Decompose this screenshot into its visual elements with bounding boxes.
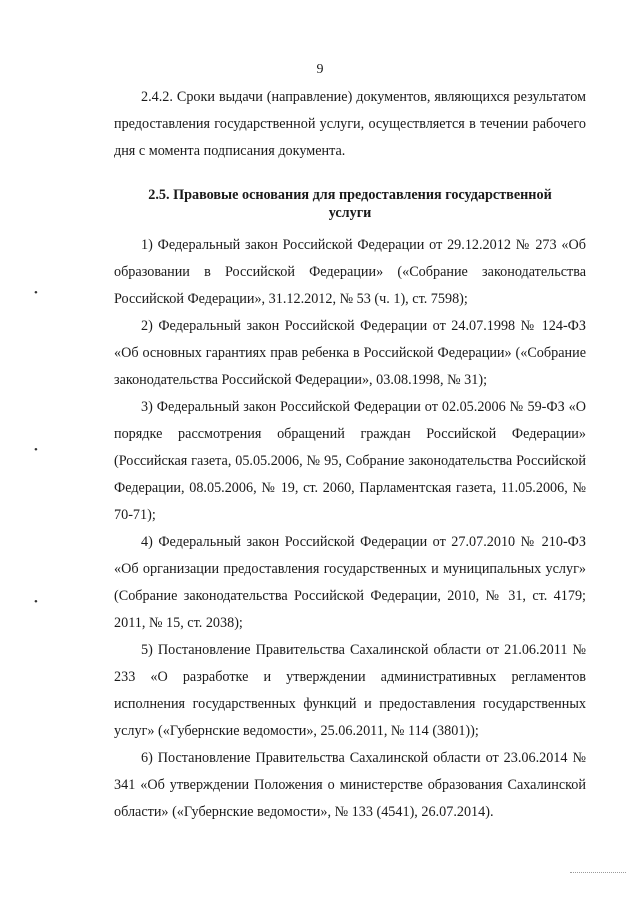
- scan-artifact: [570, 872, 626, 874]
- page-number: 9: [316, 62, 324, 77]
- margin-mark: •: [34, 287, 38, 299]
- document-body: [114, 84, 586, 826]
- list-item: 4) Федеральный закон Российской Федерации от 27.07.2010 № 210-ФЗ «Об организации предоставления государственных и муниципальных услуг» (Собрание законодательства Российской Федерации, 2010, № 31, ст. 4179; 2011, № 15, ст. 2038);: [114, 534, 586, 631]
- paragraph-2-4-2: 2.4.2. Сроки выдачи (направление) документов, являющихся результатом предоставления государственной услуги, осуществляется в течении рабочего дня с момента подписания документа.: [114, 89, 586, 159]
- list-item: 5) Постановление Правительства Сахалинской области от 21.06.2011 № 233 «О разработке и утверждении административных регламентов исполнения государственных функций и предоставления государственных услуг» («Губернские ведомости», 25.06.2011, № 114 (3801));: [114, 642, 586, 739]
- section-title: 2.5. Правовые основания для предоставления государственной услуги: [148, 187, 552, 221]
- list-item: 3) Федеральный закон Российской Федерации от 02.05.2006 № 59-ФЗ «О порядке рассмотрения обращений граждан Российской Федерации» (Российская газета, 05.05.2006, № 95, Собрание законодательства Российской Федерации, 08.05.2006, № 19, ст. 2060, Парламентская газета, 11.05.2006, № 70-71);: [114, 399, 586, 523]
- margin-mark: •: [34, 444, 38, 456]
- list-item: 1) Федеральный закон Российской Федерации от 29.12.2012 № 273 «Об образовании в Российской Федерации» («Собрание законодательства Российской Федерации», 31.12.2012, № 53 (ч. 1), ст. 7598);: [114, 237, 586, 307]
- list-item: 6) Постановление Правительства Сахалинской области от 23.06.2014 № 341 «Об утверждении Положения о министерстве образования Сахалинской области» («Губернские ведомости», № 133 (4541), 26.07.2014).: [114, 750, 586, 820]
- margin-mark: •: [34, 596, 38, 608]
- list-item: 2) Федеральный закон Российской Федерации от 24.07.1998 № 124-ФЗ «Об основных гарантиях прав ребенка в Российской Федерации» («Собрание законодательства Российской Федерации», 03.08.1998, № 31);: [114, 318, 586, 388]
